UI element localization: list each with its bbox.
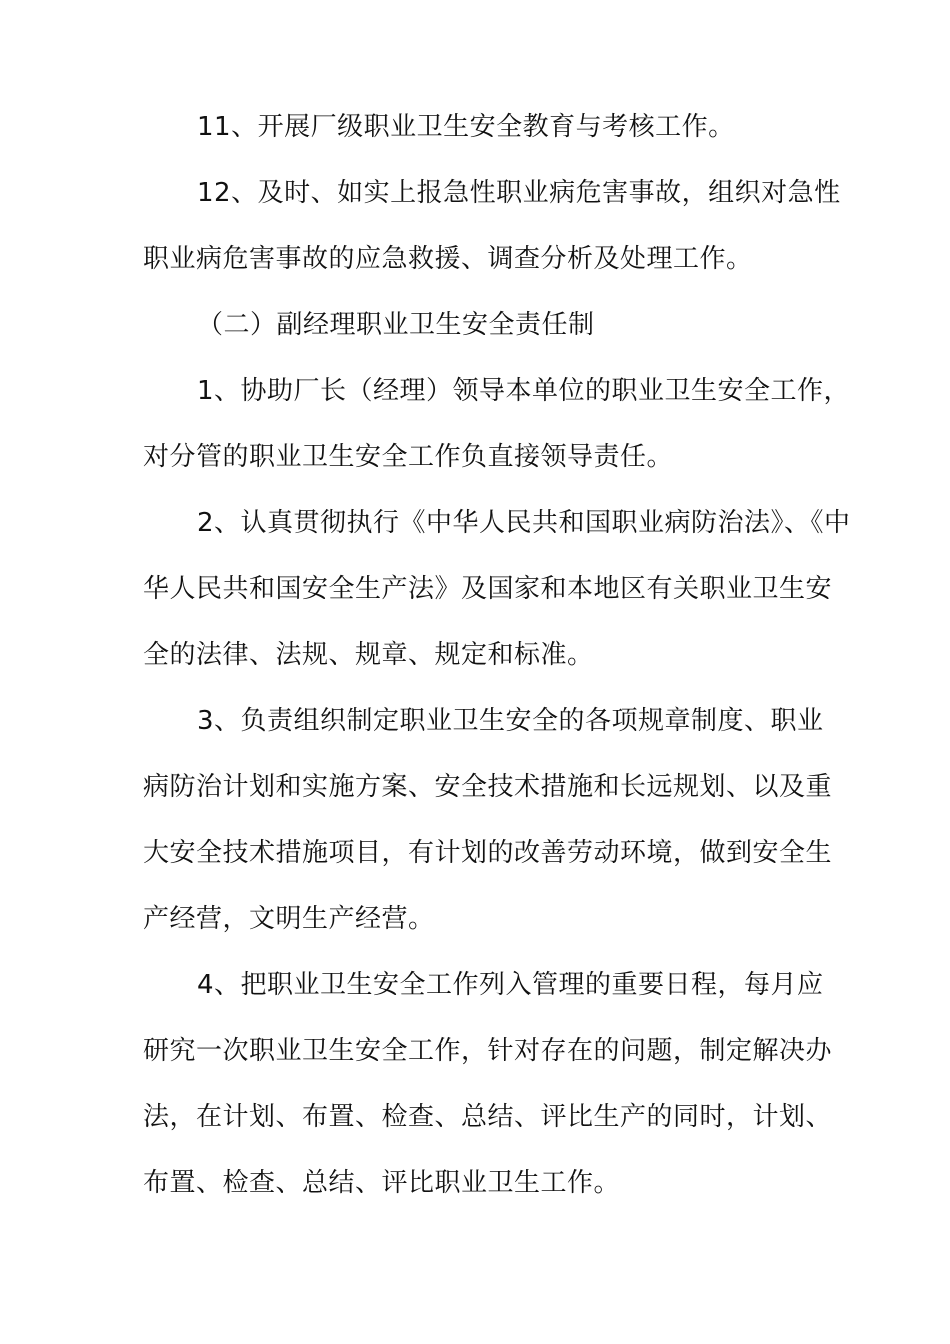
paragraph-line: 2、认真贯彻执行《中华人民共和国职业病防治法》、《中 [197, 508, 851, 538]
paragraph-line: 对分管的职业卫生安全工作负直接领导责任。 [143, 442, 674, 472]
paragraph-line: 华人民共和国安全生产法》及国家和本地区有关职业卫生安 [143, 574, 833, 604]
paragraph-line: 全的法律、法规、规章、规定和标准。 [143, 640, 594, 670]
paragraph-line: 病防治计划和实施方案、安全技术措施和长远规划、以及重 [143, 772, 833, 802]
paragraph-line: 研究一次职业卫生安全工作，针对存在的问题，制定解决办 [143, 1036, 833, 1066]
document-body [143, 94, 851, 1216]
paragraph-line: 法，在计划、布置、检查、总结、评比生产的同时，计划、 [143, 1102, 833, 1132]
paragraph-line: 12、及时、如实上报急性职业病危害事故，组织对急性 [197, 178, 841, 208]
paragraph-line: 4、把职业卫生安全工作列入管理的重要日程，每月应 [197, 970, 824, 1000]
paragraph-line: 1、协助厂长（经理）领导本单位的职业卫生安全工作， [197, 376, 851, 406]
paragraph-line: 布置、检查、总结、评比职业卫生工作。 [143, 1168, 621, 1198]
paragraph-line: 产经营，文明生产经营。 [143, 904, 435, 934]
paragraph-line: 职业病危害事故的应急救援、调查分析及处理工作。 [143, 244, 753, 274]
paragraph-line: 3、负责组织制定职业卫生安全的各项规章制度、职业 [197, 706, 824, 736]
paragraph-line: 11、开展厂级职业卫生安全教育与考核工作。 [197, 112, 735, 142]
section-heading: （二）副经理职业卫生安全责任制 [197, 310, 595, 340]
paragraph-line: 大安全技术措施项目，有计划的改善劳动环境，做到安全生 [143, 838, 833, 868]
